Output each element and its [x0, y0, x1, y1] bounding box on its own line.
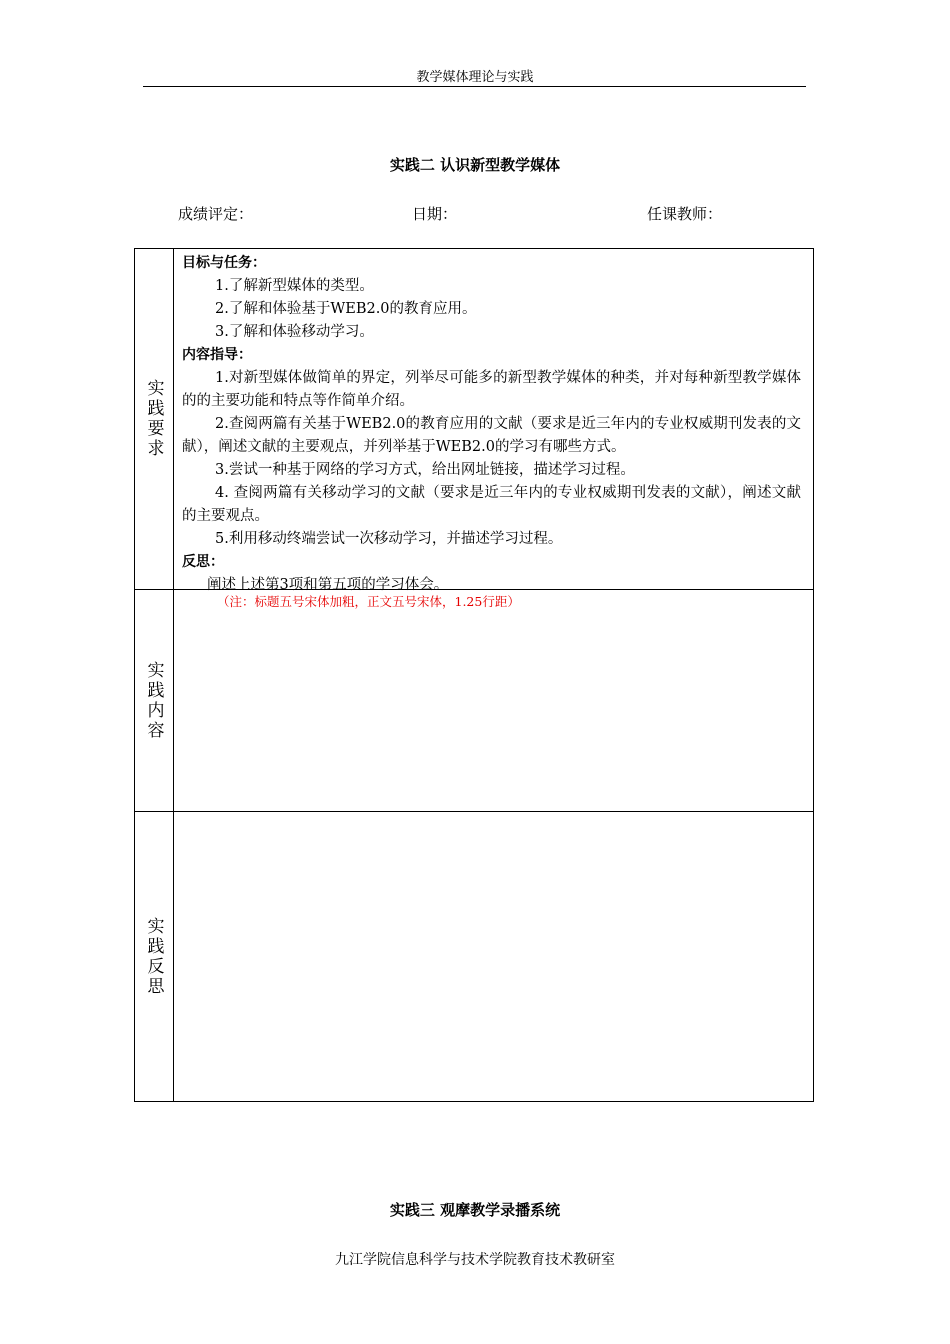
- content-label: 实践内容: [143, 660, 164, 741]
- grade-label: 成绩评定：: [178, 205, 254, 223]
- requirements-label: 实践要求: [143, 379, 164, 459]
- date-label: 日期：: [412, 205, 458, 223]
- reflection-heading: 反思：: [182, 554, 224, 570]
- requirements-label-cell: [135, 249, 174, 589]
- goal-item: 1.了解新型媒体的类型。: [215, 278, 374, 294]
- goal-item: 2.了解和体验基于WEB2.0的教育应用。: [215, 301, 477, 317]
- practice-3-title: 实践三 观摩教学录播系统: [389, 1201, 561, 1219]
- running-header: 教学媒体理论与实践: [416, 70, 534, 85]
- reflection-body[interactable]: [174, 812, 813, 1102]
- requirements-body: [174, 249, 813, 593]
- goals-heading: 目标与任务：: [182, 255, 266, 271]
- guide-item: 1.对新型媒体做简单的界定，列举尽可能多的新型教学媒体的种类，并对每种新型教学媒体的的主要功能和特点等作简单介绍。: [182, 370, 801, 409]
- guide-item: 5.利用移动终端尝试一次移动学习，并描述学习过程。: [215, 531, 563, 547]
- requirements-row: [135, 249, 813, 593]
- guide-item: 3.尝试一种基于网络的学习方式，给出网址链接，描述学习过程。: [215, 462, 635, 478]
- reflection-row: [135, 811, 813, 1102]
- header-rule: [143, 86, 806, 87]
- reflection-instruction: 阐述上述第3项和第五项的学习体会。: [207, 577, 449, 593]
- content-body[interactable]: [174, 590, 813, 811]
- content-row: [135, 589, 813, 811]
- guide-item: 4. 查阅两篇有关移动学习的文献（要求是近三年内的专业权威期刊发表的文献），阐述文献的主要观点。: [182, 485, 801, 524]
- teacher-label: 任课教师：: [647, 205, 723, 223]
- content-label-cell: [135, 590, 174, 811]
- practice-2-table: [134, 248, 814, 1102]
- guide-item: 2.查阅两篇有关基于WEB2.0的教育应用的文献（要求是近三年内的专业权威期刊发表的文献），阐述文献的主要观点，并列举基于WEB2.0的学习有哪些方式。: [182, 416, 801, 455]
- goal-item: 3.了解和体验移动学习。: [215, 324, 374, 340]
- guide-heading: 内容指导：: [182, 347, 252, 363]
- practice-2-title: 实践二 认识新型教学媒体: [389, 156, 561, 174]
- reflection-label: 实践反思: [143, 917, 164, 997]
- reflection-label-cell: [135, 812, 174, 1102]
- running-footer: 九江学院信息科学与技术学院教育技术教研室: [335, 1252, 615, 1268]
- format-note: （注：标题五号宋体加粗，正文五号宋体，1.25行距）: [217, 594, 520, 609]
